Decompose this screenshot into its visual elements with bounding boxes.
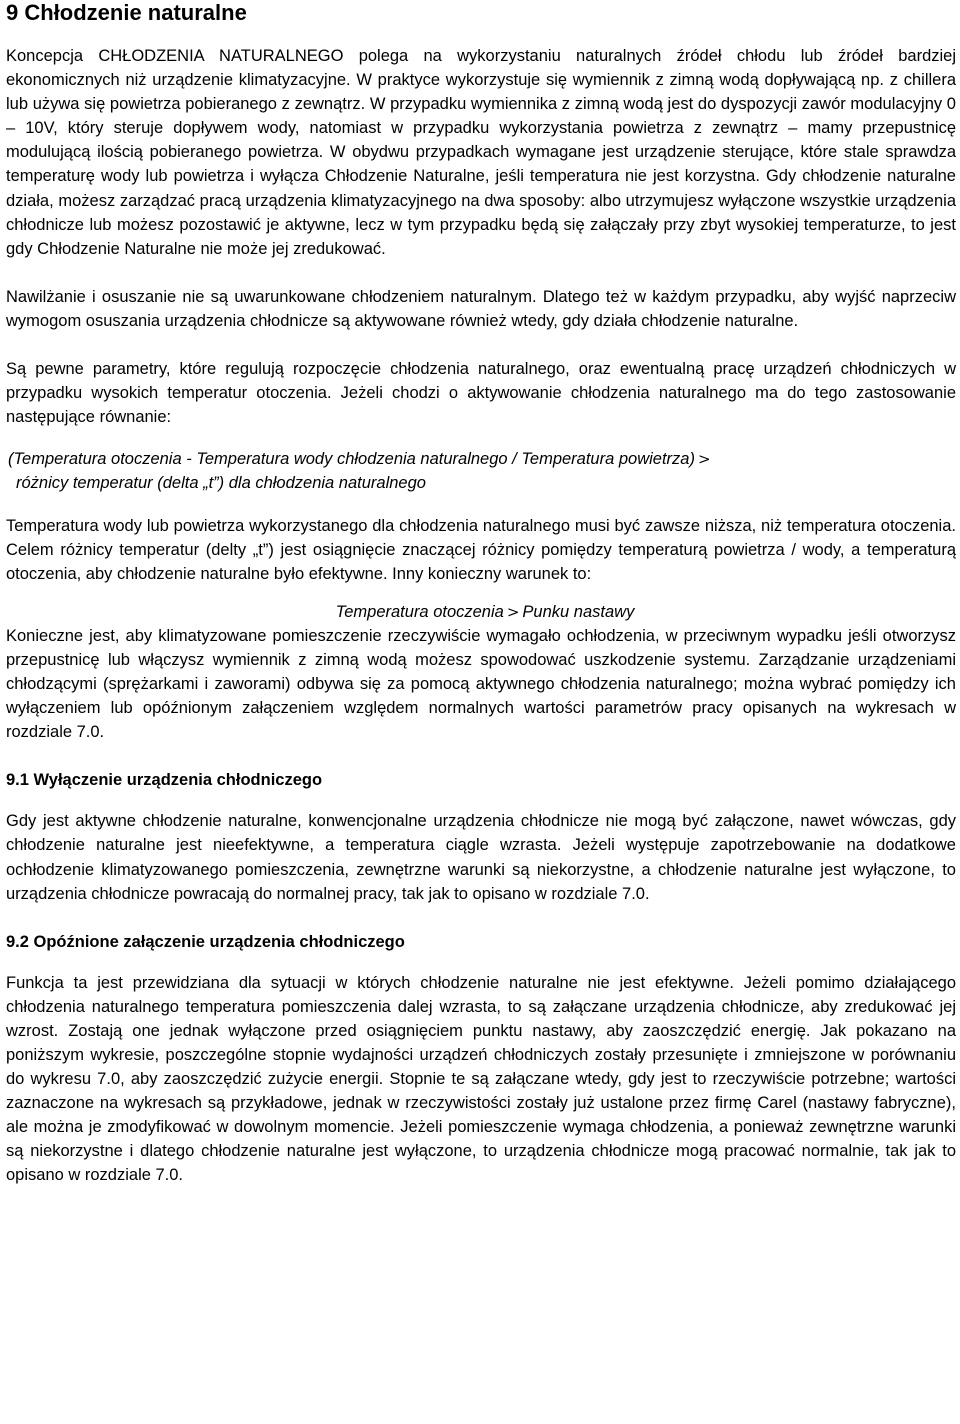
document-page (6, 0, 956, 1188)
section-9-2-paragraph: Funkcja ta jest przewidziana dla sytuacji w których chłodzenie naturalne nie jest efektywne. Jeżeli pomimo działającego chłodzenia naturalnego temperatura pomieszczenia dalej wzrasta, to są załączane urządzenia chłodnicze, aby zredukować jej wzrost. Zostają one jednak wyłączone przed osiągnięciem punktu nastawy, aby zaoszczędzić energię. Jak pokazano na poniższym wykresie, poszczególne stopnie wydajności urządzeń chłodniczych zostały przesunięte i zmniejszone w porównaniu do wykresu 7.0, aby zaoszczędzić zużycie energii. Stopnie te są załączane wtedy, gdy jest to rzeczywiście potrzebne; wartości zaznaczone na wykresach są przykładowe, jednak w rzeczywistości zostały już ustalone przez firmę Carel (nastawy fabryczne), ale można je zmodyfikować w dowolnym momencie. Jeżeli pomieszczenie wymaga chłodzenia, a ponieważ zewnętrzne warunki są niekorzystne i dlatego chłodzenie naturalne jest wyłączone, to urządzenia chłodnicze mogą pracować normalnie, tak jak to opisano w rozdziale 7.0. (6, 973, 956, 1185)
condition-left: Temperatura otoczenia (335, 602, 504, 621)
formula-line-1: (Temperatura otoczenia - Temperatura wody chłodzenia naturalnego / Temperatura powietrza) (8, 450, 695, 469)
section-9-1-paragraph: Gdy jest aktywne chłodzenie naturalne, konwencjonalne urządzenia chłodnicze nie mogą być załączone, nawet wówczas, gdy chłodzenie naturalne jest nieefektywne, a temperatura ciągle wzrasta. Jeżeli występuje zapotrzebowanie na dodatkowe ochłodzenie klimatyzowanego pomieszczenia, zewnętrzne warunki są niekorzystne, a chłodzenie naturalne jest wyłączone, to urządzenia chłodnicze powracają do normalnej pracy, tak jak to opisano w rozdziale 7.0. (6, 812, 956, 903)
formula-line-2: różnicy temperatur (delta „t”) dla chłodzenia naturalnego (16, 474, 426, 493)
intro-paragraph: Koncepcja CHŁODZENIA NATURALNEGO polega na wykorzystaniu naturalnych źródeł chłodu lub źródeł bardziej ekonomicznych niż urządzenie klimatyzacyjne. W praktyce wykorzystuje się wymiennik z zimną wodą dopływającą np. z chillera lub używa się powietrza pobieranego z zewnątrz. W przypadku wymiennika z zimną wodą jest do dyspozycji zawór modulacyjny 0 – 10V, który steruje dopływem wody, natomiast w przypadku wykorzystania powietrza z zewnątrz – mamy przepustnicę modulującą ilością pobieranego powietrza. W obydwu przypadkach wymagane jest urządzenie sterujące, które stale sprawdza temperaturę wody lub powietrza i wyłącza Chłodzenie Naturalne, jeśli temperatura nie jest korzystna. Gdy chłodzenie naturalne działa, możesz zarządzać pracą urządzenia klimatyzacyjnego na dwa sposoby: albo utrzymujesz wyłączone wszystkie urządzenia chłodnicze lub możesz pozostawić je aktywne, lecz w tym przypadku będą się załączały przy zbyt wysokiej temperaturze, to jest gdy Chłodzenie Naturalne nie może jej zredukować. (6, 47, 956, 258)
humidity-paragraph: Nawilżanie i osuszanie nie są uwarunkowane chłodzeniem naturalnym. Dlatego też w każdym przypadku, aby wyjść naprzeciw wymogom osuszania urządzenia chłodnicze są aktywowane również wtedy, gdy działa chłodzenie naturalne. (6, 287, 956, 330)
activation-formula (8, 447, 956, 495)
necessary-paragraph: Konieczne jest, aby klimatyzowane pomieszczenie rzeczywiście wymagało ochłodzenia, w przeciwnym wypadku jeśli otworzysz przepustnicę lub włączysz wymiennik z zimną wodą możesz spowodować uszkodzenie systemu. Zarządzanie urządzeniami chłodzącymi (sprężarkami i zaworami) odbywa się za pomocą aktywnego chłodzenia naturalnego; można wybrać pomiędzy ich wyłączeniem lub opóźnionym załączeniem względem normalnych wartości parametrów pracy opisanych na wykresach w rozdziale 7.0. (6, 626, 956, 742)
parameters-paragraph: Są pewne parametry, które regulują rozpoczęcie chłodzenia naturalnego, oraz ewentualną pracę urządzeń chłodniczych w przypadku wysokich temperatur otoczenia. Jeżeli chodzi o aktywowanie chłodzenia naturalnego ma do tego zastosowanie następujące równanie: (6, 360, 956, 427)
condition-right: Punku nastawy (522, 602, 635, 621)
formula-operator: > (697, 450, 711, 469)
condition-operator: > (506, 602, 520, 621)
section-9-1-heading: 9.1 Wyłączenie urządzenia chłodniczego (6, 771, 323, 790)
section-9-2-heading: 9.2 Opóźnione załączenie urządzenia chłodniczego (6, 932, 405, 951)
condition-formula (6, 600, 956, 624)
water-temperature-paragraph: Temperatura wody lub powietrza wykorzystanego dla chłodzenia naturalnego musi być zawsze niższa, niż temperatura otoczenia. Celem różnicy temperatur (delty „t”) jest osiągnięcie znaczącej różnicy pomiędzy temperaturą powietrza / wody, a temperaturą otoczenia, aby chłodzenie naturalne było efektywne. Inny konieczny warunek to: (6, 516, 956, 583)
chapter-heading: 9 Chłodzenie naturalne (6, 0, 247, 25)
